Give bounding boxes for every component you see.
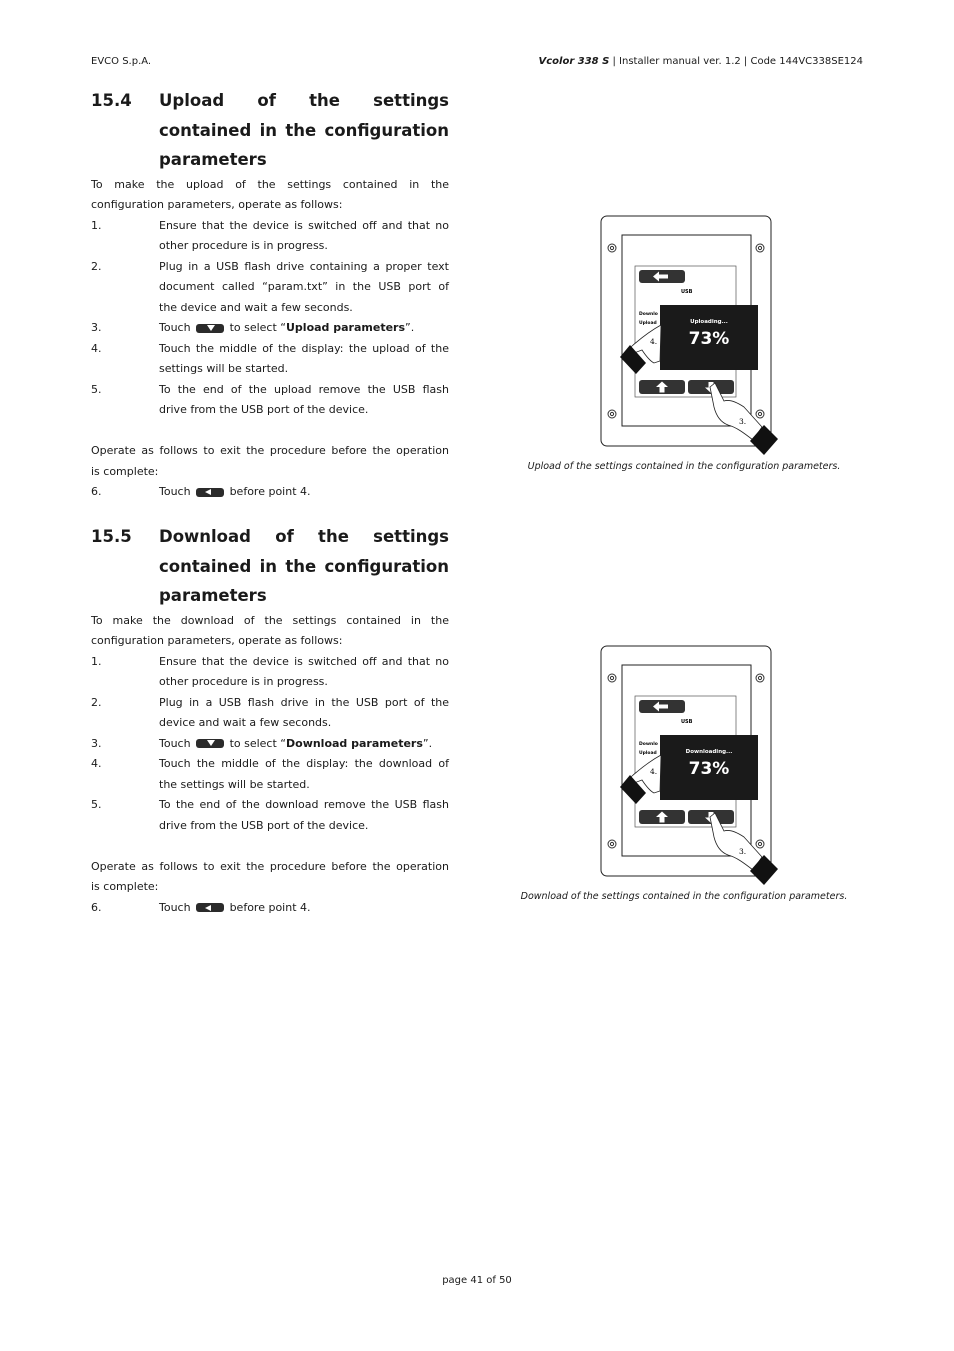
back-arrow-icon (639, 700, 685, 713)
section-number: 15.4 (91, 91, 132, 110)
popup-title: Downloading... (685, 749, 733, 755)
step-item: 5. To the end of the download remove the USB flash drive from the USB port of the device. (91, 798, 449, 832)
back-arrow-icon (639, 270, 685, 283)
arrow-back-button-icon (196, 903, 224, 912)
section-15-4 (91, 86, 449, 503)
step-item: 1. Ensure that the device is switched off and that no other procedure is in progress. (91, 654, 449, 688)
progress-popup (660, 735, 758, 800)
section-intro: To make the download of the settings contained in the configuration parameters, operate as follows: (91, 613, 449, 647)
header-company: EVCO S.p.A. (91, 56, 152, 67)
step-item: 4. Touch the middle of the display: the download of the settings will be started. (91, 757, 449, 791)
arrow-down-button-icon (196, 324, 224, 333)
menu-item-download: Downlo (639, 312, 658, 317)
up-arrow-icon (639, 810, 685, 824)
section-15-5 (91, 522, 449, 918)
section-title-line: parameters (159, 586, 267, 605)
up-arrow-icon (639, 380, 685, 394)
step-item: 6. Touch before point 4. (91, 900, 311, 914)
figure-caption: Upload of the settings contained in the configuration parameters. (527, 461, 841, 472)
step-item: 5. To the end of the upload remove the USB flash drive from the USB port of the device. (91, 382, 449, 416)
step-item: 4. Touch the middle of the display: the upload of the settings will be started. (91, 341, 449, 375)
header-product: Vcolor 338 S (538, 56, 610, 67)
callout-3: 3. (739, 417, 747, 426)
header-doc-info (539, 56, 864, 67)
menu-item-download: Downlo (639, 742, 658, 747)
header-code: | Installer manual ver. 1.2 | Code 144VC338SE124 (609, 56, 863, 67)
popup-percentage: 73% (688, 329, 730, 349)
step-item: 3. Touch to select “Upload parameters”. (91, 321, 415, 334)
figure-caption: Download of the settings contained in the configuration parameters. (520, 891, 848, 902)
exit-instructions: Operate as follows to exit the procedure before the operation is complete: (91, 444, 449, 478)
menu-item-upload: Upload (639, 321, 657, 326)
section-title-line: contained in the configuration (159, 556, 449, 576)
section-title-line: Upload of the settings (159, 91, 449, 110)
step-item: 2. Plug in a USB flash drive containing a proper text document called “param.txt” in the USB port of the device and wait a few seconds. (91, 259, 449, 314)
arrow-down-button-icon (196, 739, 224, 748)
device-figure-upload (598, 213, 780, 457)
page-number: page 41 of 50 (442, 1275, 512, 1286)
callout-3: 3. (739, 847, 747, 856)
exit-instructions: Operate as follows to exit the procedure before the operation is complete: (91, 859, 449, 893)
section-title (91, 86, 449, 175)
section-number: 15.5 (91, 527, 132, 546)
popup-title: Uploading... (690, 319, 728, 325)
usb-label: USB (681, 289, 693, 295)
section-title-line: contained in the configuration (159, 120, 449, 140)
callout-4: 4. (650, 767, 658, 776)
progress-popup (660, 305, 758, 370)
arrow-back-button-icon (196, 488, 224, 497)
device-figure-download (598, 643, 780, 887)
step-item: 2. Plug in a USB flash drive in the USB port of the device and wait a few seconds. (91, 695, 449, 729)
usb-label: USB (681, 719, 693, 725)
callout-4: 4. (650, 337, 658, 346)
menu-item-upload: Upload (639, 751, 657, 756)
step-item: 6. Touch before point 4. (91, 485, 311, 498)
step-item: 3. Touch to select “Download parameters”. (91, 736, 433, 750)
popup-percentage: 73% (688, 759, 730, 779)
section-title-line: parameters (159, 150, 267, 169)
section-title-line: Download of the settings (159, 527, 449, 546)
section-title (91, 522, 449, 611)
step-item: 1. Ensure that the device is switched off and that no other procedure is in progress. (91, 218, 449, 252)
section-intro: To make the upload of the settings contained in the configuration parameters, operate as follows: (91, 177, 449, 211)
